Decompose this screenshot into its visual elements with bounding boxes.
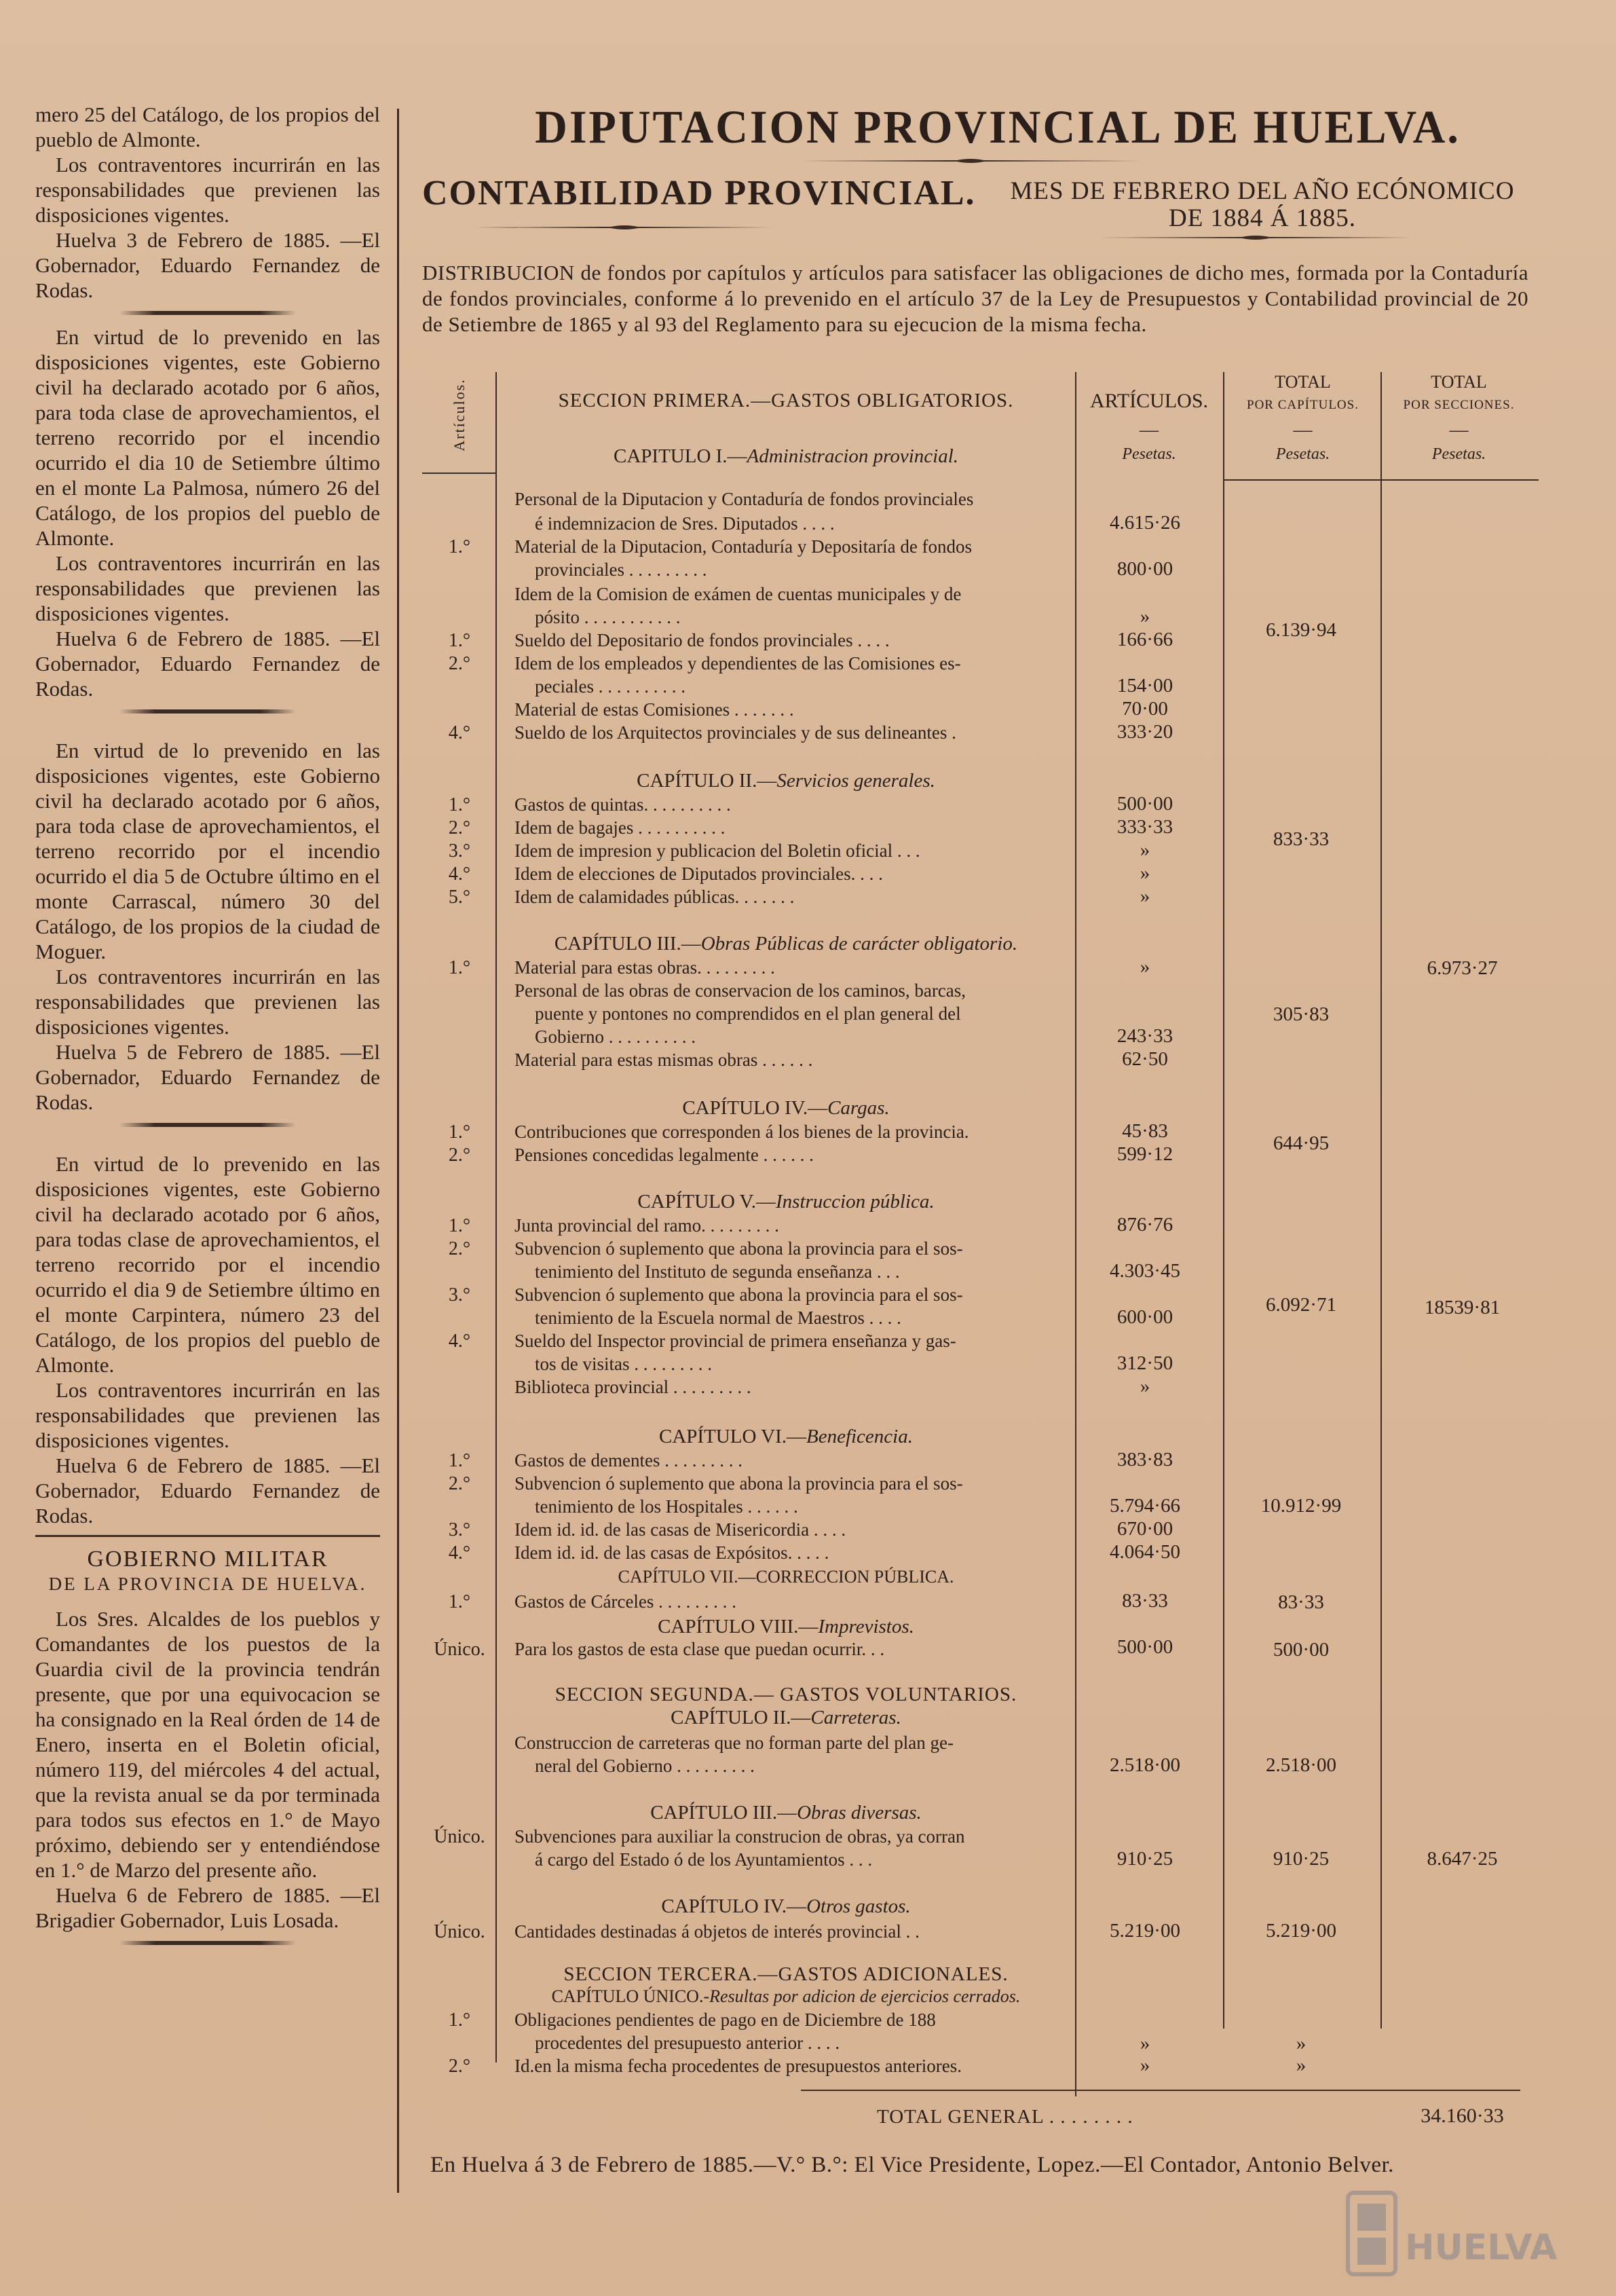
- article-amount: 500·00: [1116, 793, 1173, 815]
- military-government-subtitle: DE LA PROVINCIA DE HUELVA.: [48, 1574, 367, 1594]
- row-desc: é indemnizacion de Sres. Diputados . . . .: [535, 513, 835, 534]
- row-desc: Idem de los empleados y dependientes de las Comisiones es-: [514, 653, 961, 673]
- chapter-total: »: [1296, 2054, 1307, 2076]
- col-secciones-sub: POR SECCIONES.: [1403, 398, 1515, 412]
- row-desc: Sueldo del Inspector provincial de primera enseñanza y gas-: [514, 1331, 956, 1351]
- notice-2-signature: Huelva 6 de Febrero de 1885. —El Gobernador, Eduardo Fernandez de Rodas.: [35, 627, 380, 701]
- article-number: 4.°: [448, 864, 471, 885]
- pesetas-label: Pesetas.: [1275, 445, 1330, 463]
- row-desc: Idem de elecciones de Diputados provinciales. . . .: [514, 864, 883, 884]
- article-amount: 876·76: [1116, 1214, 1173, 1236]
- article-amount: 5.219·00: [1110, 1920, 1180, 1942]
- section-total: 8.647·25: [1427, 1848, 1498, 1870]
- row-desc: provinciales . . . . . . . . .: [535, 559, 707, 580]
- chapter-number: CAPÍTULO III.—: [650, 1802, 797, 1823]
- row-desc: Idem de calamidades públicas. . . . . . .: [514, 887, 795, 907]
- row-desc: Subvenciones para auxiliar la construcion de obras, ya corran: [514, 1826, 965, 1847]
- article-amount: 62·50: [1122, 1048, 1168, 1070]
- row-desc: á cargo del Estado ó de los Ayuntamientos . . .: [535, 1849, 873, 1870]
- article-number: 2.°: [448, 2056, 471, 2077]
- pesetas-label: Pesetas.: [1122, 445, 1176, 463]
- grand-total-value: 34.160·33: [1421, 2105, 1504, 2127]
- chapter-total: 305·83: [1273, 1003, 1330, 1025]
- chapter-number: CAPÍTULO V.—: [637, 1191, 776, 1212]
- row-desc: Sueldo de los Arquitectos provinciales y de sus delineantes .: [514, 722, 956, 743]
- row-desc: Junta provincial del ramo. . . . . . . . .: [514, 1215, 779, 1236]
- row-desc: Cantidades destinadas á objetos de interés provincial . .: [514, 1921, 920, 1942]
- chapter-2-heading: [514, 770, 1057, 792]
- article-number: 1.°: [448, 957, 471, 978]
- budget-table: [422, 372, 1535, 2128]
- s2-chapter-2-heading: [514, 1707, 1057, 1729]
- article-amount: »: [1140, 1375, 1150, 1397]
- chapter-number: CAPÍTULO II.—: [671, 1707, 811, 1728]
- article-amount: 45·83: [1122, 1120, 1168, 1142]
- notice-3-signature: Huelva 5 de Febrero de 1885. —El Gobernador, Eduardo Fernandez de Rodas.: [35, 1040, 380, 1114]
- notice-4-penalty: Los contraventores incurrirán en las responsabilidades que previenen las disposiciones vigentes.: [35, 1378, 380, 1452]
- article-amount: »: [1140, 2054, 1150, 2076]
- s2-chapter-4-heading: [514, 1895, 1057, 1918]
- chapter-name: Servicios generales.: [776, 770, 935, 792]
- chapter-name: Imprevistos.: [818, 1616, 914, 1637]
- intro-paragraph: DISTRIBUCION de fondos por capítulos y artículos para satisfacer las obligaciones de dicho mes, formada por la Contaduría de fondos provinciales, conforme á lo prevenido en el artículo 37 de la Ley de Presupuestos y Contabilidad provincial de 20 de Setiembre de 1865 y al 93 del Reglamento para su ejecucion de la misma fecha.: [422, 261, 1528, 336]
- row-desc: Gastos de dementes . . . . . . . . .: [514, 1450, 743, 1470]
- s3-chapter-heading: [514, 1986, 1057, 2007]
- dash: —: [1293, 420, 1313, 441]
- article-amount: »: [1140, 885, 1150, 907]
- header-rule: [1223, 479, 1539, 481]
- header-rule: [422, 473, 495, 474]
- row-desc: pósito . . . . . . . . . . .: [535, 607, 681, 627]
- section-total: 6.973·27: [1427, 957, 1498, 979]
- subtitle-right: [984, 178, 1541, 232]
- row-desc: puente y pontones no comprendidos en el plan general del: [535, 1003, 961, 1024]
- chapter-6-heading: [514, 1426, 1057, 1448]
- subtitle-left: CONTABILIDAD PROVINCIAL.: [422, 174, 976, 212]
- article-number: 4.°: [448, 1331, 471, 1352]
- article-amount: 5.794·66: [1110, 1495, 1180, 1517]
- chapter-name: Carreteras.: [810, 1707, 901, 1728]
- row-desc: Idem de la Comision de exámen de cuentas municipales y de: [514, 584, 962, 604]
- article-number: 4.°: [448, 1542, 471, 1563]
- subtitle-right-line1: MES DE FEBRERO DEL AÑO ECÓNOMICO: [1010, 177, 1515, 205]
- row-desc: Material de estas Comisiones . . . . . . .: [514, 699, 794, 720]
- chapter-name: Cargas.: [827, 1097, 890, 1119]
- watermark-text: HUELVA: [1405, 2227, 1558, 2268]
- article-amount: 910·25: [1116, 1848, 1173, 1870]
- article-amount: 4.064·50: [1110, 1541, 1180, 1563]
- chapter-7-heading: CAPÍTULO VII.—CORRECCION PÚBLICA.: [618, 1567, 954, 1587]
- article-number: 1.°: [448, 1215, 471, 1236]
- pesetas-label: Pesetas.: [1431, 445, 1486, 463]
- separator: [119, 709, 296, 714]
- chapter-total: 83·33: [1278, 1591, 1324, 1613]
- row-desc: Material para estas mismas obras . . . . . .: [514, 1050, 813, 1070]
- chapter-name: Beneficencia.: [806, 1426, 913, 1447]
- col-capitulos-sub: POR CAPÍTULOS.: [1247, 398, 1359, 412]
- row-desc: Personal de las obras de conservacion de los caminos, barcas,: [514, 980, 966, 1001]
- article-amount: 670·00: [1116, 1518, 1173, 1540]
- article-amount: 599·12: [1116, 1143, 1173, 1165]
- row-desc: Personal de la Diputacion y Contaduría de fondos provinciales: [514, 489, 974, 509]
- total-rule: [801, 2090, 1520, 2091]
- row-desc: tenimiento de la Escuela normal de Maestros . . . .: [535, 1308, 901, 1328]
- chapter-3-heading: [514, 933, 1057, 955]
- page-title: DIPUTACION PROVINCIAL DE HUELVA.: [535, 101, 1461, 153]
- separator: [119, 311, 296, 315]
- article-amount: 4.615·26: [1110, 512, 1180, 534]
- article-amount: 243·33: [1116, 1025, 1173, 1047]
- notice-2-penalty: Los contraventores incurrirán en las responsabilidades que previenen las disposiciones vigentes.: [35, 551, 380, 625]
- row-desc: tos de visitas . . . . . . . . .: [535, 1354, 712, 1374]
- chapter-name: Obras diversas.: [797, 1802, 922, 1823]
- section-one-header: SECCION PRIMERA.—GASTOS OBLIGATORIOS.: [558, 390, 1014, 411]
- row-desc: tenimiento del Instituto de segunda enseñanza . . .: [535, 1261, 900, 1282]
- row-desc: Subvencion ó suplemento que abona la provincia para el sos-: [514, 1473, 963, 1494]
- subtitle-ornament: [1100, 234, 1412, 241]
- article-number: 1.°: [448, 1591, 471, 1612]
- footer-signature: En Huelva á 3 de Febrero de 1885.—V.° B.°: El Vice Presidente, Lopez.—El Contador, Antonio Belver.: [430, 2153, 1394, 2177]
- article-number: 1.°: [448, 630, 471, 651]
- chapter-number: CAPÍTULO III.—: [554, 933, 701, 955]
- col-capitulos-header: TOTAL: [1275, 372, 1331, 392]
- article-number: 3.°: [448, 1519, 471, 1540]
- article-amount: 800·00: [1116, 558, 1173, 580]
- chapter-total: 2.518·00: [1266, 1754, 1336, 1776]
- article-amount: 383·83: [1116, 1449, 1173, 1470]
- article-amount: 600·00: [1116, 1306, 1173, 1328]
- article-number: 2.°: [448, 817, 471, 838]
- row-desc: Para los gastos de esta clase que puedan ocurrir. . .: [514, 1639, 885, 1659]
- article-amount: »: [1140, 862, 1150, 884]
- chapter-total: 910·25: [1273, 1848, 1330, 1870]
- article-number: 1.°: [448, 1450, 471, 1471]
- chapter-5-heading: [514, 1191, 1057, 1213]
- row-desc: Idem id. id. de las casas de Misericordia . . . .: [514, 1519, 846, 1540]
- chapter-name: Administracion provincial.: [747, 445, 958, 467]
- chapter-number: CAPÍTULO IV.—: [682, 1097, 828, 1119]
- chapter-total: 6.139·94: [1266, 619, 1336, 641]
- row-desc: Construccion de carreteras que no forman parte del plan ge-: [514, 1733, 954, 1753]
- chapter-total: 833·33: [1273, 828, 1330, 850]
- row-desc: procedentes del presupuesto anterior . . . .: [535, 2033, 840, 2053]
- article-amount: 500·00: [1116, 1636, 1173, 1658]
- article-amount: 333·20: [1116, 721, 1173, 743]
- chapter-total: 5.219·00: [1266, 1920, 1336, 1942]
- chapter-name: Instruccion pública.: [776, 1191, 935, 1212]
- chapter-8-heading: [514, 1616, 1057, 1638]
- article-number: 2.°: [448, 1473, 471, 1494]
- row-desc: peciales . . . . . . . . . .: [535, 676, 685, 697]
- row-desc: tenimiento de los Hospitales . . . . . .: [535, 1496, 798, 1517]
- row-desc: Idem de bagajes . . . . . . . . . .: [514, 817, 726, 838]
- notice-2-text: En virtud de lo prevenido en las disposiciones vigentes, este Gobierno civil ha declarado acotado por 6 años, para toda clase de aprovechamientos, el terreno recorrido por el incendio ocurrido el dia 10 de Setiembre último en el monte La Palmosa, número 26 del Catálogo, de los propios del pueblo de Almonte.: [35, 325, 380, 550]
- dash: —: [1449, 420, 1469, 441]
- notice-1-penalty: Los contraventores incurrirán en las responsabilidades que previenen las disposiciones vigentes.: [35, 153, 380, 227]
- row-desc: Pensiones concedidas legalmente . . . . . .: [514, 1145, 814, 1165]
- col-secciones-header: TOTAL: [1431, 372, 1487, 392]
- article-amount: 166·66: [1116, 629, 1173, 650]
- chapter-name: Otros gastos.: [806, 1895, 911, 1917]
- dash: —: [1140, 420, 1159, 441]
- row-desc: Id.en la misma fecha procedentes de presupuestos anteriores.: [514, 2056, 962, 2076]
- article-number: Único.: [434, 1826, 485, 1847]
- article-number: 2.°: [448, 653, 471, 674]
- article-number: 1.°: [448, 1122, 471, 1143]
- grand-total-label: TOTAL GENERAL . . . . . . . .: [877, 2106, 1133, 2128]
- chapter-name: Obras Públicas de carácter obligatorio.: [700, 933, 1018, 955]
- row-desc: Biblioteca provincial . . . . . . . . .: [514, 1377, 751, 1397]
- articles-header-label: Artículos.: [451, 378, 468, 451]
- article-number: 3.°: [448, 1284, 471, 1306]
- article-amount: 2.518·00: [1110, 1754, 1180, 1776]
- chapter-4-heading: [514, 1097, 1057, 1119]
- article-amount: 154·00: [1116, 675, 1173, 697]
- article-amount: »: [1140, 839, 1150, 861]
- articles-header: [429, 372, 490, 467]
- row-desc: Gobierno . . . . . . . . . .: [535, 1026, 696, 1047]
- article-number: 1.°: [448, 2010, 471, 2031]
- library-watermark-logo: [1344, 2179, 1561, 2288]
- article-number: 5.°: [448, 887, 471, 908]
- row-desc: neral del Gobierno . . . . . . . . .: [535, 1756, 755, 1776]
- chapter-name: Resultas por adicion de ejercicios cerrados.: [709, 1986, 1021, 2006]
- section-rule: [35, 1535, 380, 1537]
- article-number: Único.: [434, 1921, 485, 1942]
- chapter-number: CAPITULO I.—: [614, 445, 747, 467]
- article-amount: »: [1140, 956, 1150, 978]
- subtitle-right-line2: DE 1884 Á 1885.: [1168, 204, 1357, 232]
- article-number: 1.°: [448, 794, 471, 815]
- military-government-title: GOBIERNO MILITAR: [87, 1547, 328, 1572]
- separator: [119, 1941, 296, 1945]
- article-amount: »: [1140, 606, 1150, 627]
- article-number: 1.°: [448, 536, 471, 557]
- row-desc: Material para estas obras. . . . . . . . .: [514, 957, 775, 978]
- row-desc: Idem de impresion y publicacion del Boletin oficial . . .: [514, 840, 920, 861]
- notice-1-text: mero 25 del Catálogo, de los propios del pueblo de Almonte.: [35, 103, 380, 151]
- title-ornament: [801, 158, 1140, 164]
- row-desc: Gastos de Cárceles . . . . . . . . .: [514, 1591, 736, 1612]
- notice-4-signature: Huelva 6 de Febrero de 1885. —El Gobernador, Eduardo Fernandez de Rodas.: [35, 1453, 380, 1527]
- chapter-total: 6.092·71: [1266, 1294, 1336, 1316]
- column-rule: [397, 109, 399, 2193]
- row-desc: Contribuciones que corresponden á los bienes de la provincia.: [514, 1122, 969, 1142]
- notice-3-text: En virtud de lo prevenido en las disposiciones vigentes, este Gobierno civil ha declarado acotado por 6 años, para toda clase de aprovechamientos, el terreno recorrido por el incendio ocurrido el dia 5 de Octubre último en el monte Carrascal, número 30 del Catálogo, de los propios de la ciudad de Moguer.: [35, 739, 380, 963]
- article-number: 4.°: [448, 722, 471, 743]
- chapter-number: CAPÍTULO ÚNICO.-: [551, 1986, 710, 2006]
- article-amount: 4.303·45: [1110, 1260, 1180, 1282]
- article-amount: »: [1140, 2033, 1150, 2054]
- row-desc: Idem id. id. de las casas de Expósitos. . . . .: [514, 1542, 829, 1563]
- chapter-number: CAPÍTULO VIII.—: [658, 1616, 819, 1637]
- row-desc: Obligaciones pendientes de pago en de Diciembre de 188: [514, 2010, 936, 2030]
- notice-1-signature: Huelva 3 de Febrero de 1885. —El Gobernador, Eduardo Fernandez de Rodas.: [35, 228, 380, 302]
- notice-4-text: En virtud de lo prevenido en las disposiciones vigentes, este Gobierno civil ha declarado acotado por 6 años, para todas clase de aprovechamientos, el terreno recorrido por el incendio ocurrido el dia 9 de Setiembre último en el monte Carpintera, número 23 del Catálogo, de los propios del pueblo de Almonte.: [35, 1152, 380, 1377]
- chapter-number: CAPÍTULO IV.—: [661, 1895, 807, 1917]
- s2-chapter-3-heading: [514, 1802, 1057, 1824]
- article-number: Único.: [434, 1639, 485, 1660]
- article-number: 2.°: [448, 1145, 471, 1166]
- row-desc: Subvencion ó suplemento que abona la provincia para el sos-: [514, 1284, 963, 1305]
- row-desc: Gastos de quintas. . . . . . . . . .: [514, 794, 731, 815]
- chapter-1-heading: [514, 445, 1057, 468]
- col-articulos-header: ARTÍCULOS.: [1089, 390, 1209, 412]
- notice-3-penalty: Los contraventores incurrirán en las responsabilidades que previenen las disposiciones vigentes.: [35, 965, 380, 1039]
- separator: [119, 1123, 296, 1127]
- chapter-number: CAPÍTULO II.—: [637, 770, 777, 792]
- article-number: 3.°: [448, 840, 471, 862]
- chapter-total: 644·95: [1273, 1132, 1330, 1154]
- chapter-total: 500·00: [1273, 1639, 1330, 1661]
- section-subtotal: 18539·81: [1424, 1297, 1501, 1318]
- article-amount: 333·33: [1116, 816, 1173, 838]
- chapter-total: 10.912·99: [1260, 1495, 1342, 1517]
- chapter-number: CAPÍTULO VI.—: [659, 1426, 806, 1447]
- article-amount: 312·50: [1116, 1352, 1173, 1374]
- article-number: 2.°: [448, 1238, 471, 1259]
- notice-5-signature: Huelva 6 de Febrero de 1885. —El Brigadier Gobernador, Luis Losada.: [35, 1883, 380, 1932]
- subtitle-ornament: [475, 224, 774, 231]
- row-desc: Material de la Diputacion, Contaduría y Depositaría de fondos: [514, 536, 973, 557]
- section-three-heading: SECCION TERCERA.—GASTOS ADICIONALES.: [563, 1963, 1009, 1985]
- row-desc: Sueldo del Depositario de fondos provinciales . . . .: [514, 630, 890, 650]
- left-column: [35, 102, 380, 1955]
- article-amount: 83·33: [1122, 1590, 1168, 1612]
- notice-5-text: Los Sres. Alcaldes de los pueblos y Comandantes de los puestos de la Guardia civil de la provincia tendrán presente, que por una equivocacion se ha consignado en la Real órden de 14 de Enero, inserta en el Boletin oficial, número 119, del miércoles 4 del actual, que la revista anual se da por terminada para todos sus efectos en 1.° de Mayo próximo, debiendo ser y entendiéndose en 1.° de Marzo del presente año.: [35, 1607, 380, 1882]
- article-amount: 70·00: [1122, 698, 1168, 720]
- chapter-total: »: [1296, 2033, 1307, 2054]
- section-two-heading: SECCION SEGUNDA.— GASTOS VOLUNTARIOS.: [555, 1684, 1017, 1705]
- row-desc: Subvencion ó suplemento que abona la provincia para el sos-: [514, 1238, 963, 1259]
